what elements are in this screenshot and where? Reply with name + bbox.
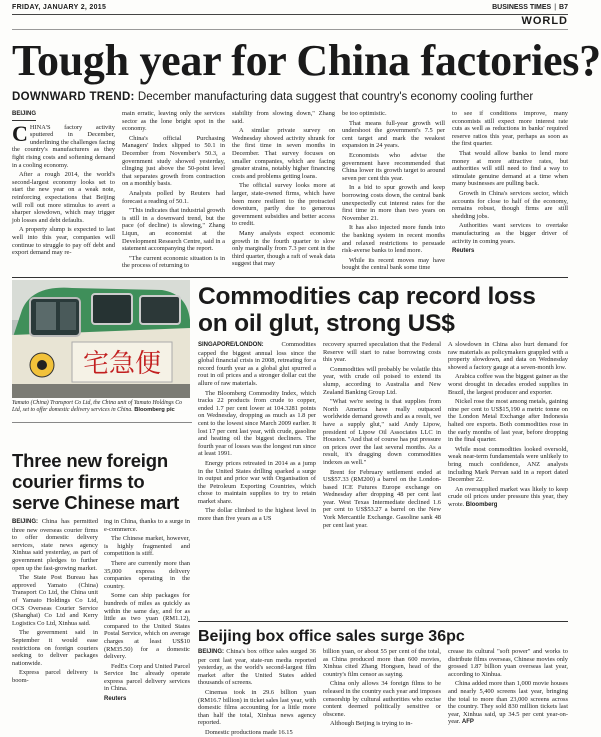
courier-source: Reuters (104, 696, 127, 703)
boxoffice-headline: Beijing box office sales surge 36pc (198, 628, 465, 645)
courier-paragraph: Express parcel delivery is boom- (12, 669, 98, 684)
lead-paragraph: Growth in China's services sector, which accounts for close to half of the economy, remains robust, though firms are still shedding jobs. (452, 189, 568, 220)
lead-kicker: DOWNWARD TREND: (12, 91, 135, 103)
courier-paragraph: FedEx Corp and United Parcel Service Inc already operate express parcel delivery services in China. (104, 662, 190, 693)
section-name: WORLD (521, 15, 568, 27)
oil-paragraph: The dollar climbed to the highest level in more than five years as a US (198, 507, 316, 523)
oil-paragraph: The Bloomberg Commodity Index, which tracks 22 products from crude to copper, ended 1.7 per cent lower at 104.3281 points on Wednesday, dropping as much as 1.8 per cent to the lowest since March 2009 earlier. It lost 17 per cent last year, with crude, gasoline and heating oil the biggest decliners. The fourth year of losses was the longest run since at least 1991. (198, 389, 316, 458)
masthead-rule (12, 14, 568, 15)
oil-paragraph: recovery spurred speculation that the Federal Reserve will start to raise borrowing costs this year. (323, 341, 441, 364)
lead-paragraph: stability from slowing down," Zhang said. (232, 110, 335, 125)
oil-paragraph: Energy prices retreated in 2014 as a jump in the United States drilling sparked a surge in output and price war with Organisation of the Petroleum Exporting Countries, which chose to maintain supplies to try to retain market share. (198, 459, 316, 505)
lead-paragraph: "The current economic situation is in the process of returning to (122, 254, 225, 270)
delivery-van-photo (12, 280, 190, 398)
oil-paragraph: An oversupplied market was likely to keep crude oil prices under pressure this year, they wrote. Bloomberg (448, 485, 568, 508)
lead-deck (12, 90, 568, 104)
page-folio (492, 4, 568, 11)
lead-paragraph: That would allow banks to lend more money at more attractive rates, but authorities will still need to find a way to stimulate genuine demand at a time when many businesses are pulling back. (452, 149, 568, 188)
issue-date: FRIDAY, JANUARY 2, 2015 (12, 4, 107, 11)
lead-paragraph: That means full-year growth will undershoot the government's 7.5 per cent target and mark the weakest expansion in 24 years. (342, 119, 445, 150)
oil-paragraph: "What we're seeing is that supplies from North America have really outpaced worldwide demand growth and as a result, we have a supply glut," said Andy Lipow, president of Lipow Oil Associates LLC in Houston. "And that of course has put pressure on prices over the last several months. As a result, it's dragging down commodities indexes as well." (323, 398, 441, 466)
courier-dateline: BEIJING: (12, 519, 39, 525)
courier-paragraph: The government said in September it would ease restrictions on foreign couriers seeking to deliver packages nationwide. (12, 629, 98, 667)
courier-paragraph: ing in China, thanks to a surge in e-commerce. (104, 518, 190, 533)
boxoffice-paragraph: Domestic productions made 16.15 (205, 728, 293, 736)
publication-name: BUSINESS TIMES (492, 4, 552, 11)
courier-paragraph: There are currently more than 35,000 express delivery companies operating in the country. (104, 559, 190, 590)
page-number: B7 (559, 4, 568, 11)
lead-dropcap: C (12, 120, 28, 146)
oil-column-1 (198, 341, 316, 619)
lead-deck-text: December manufacturing data suggest that country's economy cooling further (137, 91, 534, 103)
lead-paragraph: In a bid to spur growth and keep borrowing costs down, the central bank unexpectedly cut interest rates for the first time in more than two years on November 21. (342, 184, 445, 222)
lead-paragraph: While its recent moves may have bought the central bank some time (342, 256, 445, 272)
oil-headline: Commodities cap record loss on oil glut, strong US$ (198, 283, 536, 337)
lead-column-3 (232, 110, 335, 275)
courier-column-2 (104, 518, 190, 724)
caption-rule (12, 422, 192, 423)
folio-separator: | (554, 4, 557, 11)
oil-paragraph: Brent for February settlement ended at US$57.33 (RM200) a barrel on the London-based ICE Futures Europe exchange on Wednesday after dropping 48 per cent last year. West Texas Intermediate declined 1.6 per cent to US$53.27 a barrel on the New York Mercantile Exchange. Gasoline sank 48 per cent last year. (323, 468, 441, 529)
boxoffice-column-3 (448, 648, 568, 726)
lead-paragraph: to see if conditions improve, many economists still expect more interest rate cuts as well as reductions in banks' required reserve ratios this year, perhaps as soon as the first quarter. (452, 110, 568, 148)
boxoffice-dateline: BEIJING: (198, 649, 225, 655)
courier-paragraph: The Chinese market, however, is highly fragmented and competition is stiff. (104, 535, 190, 558)
oil-paragraph: While most commodities looked oversold, weak near-term fundamentals were unlikely to bring much confidence, ANZ analysts including Mark Pervan said in a report dated December 22. (448, 445, 568, 484)
boxoffice-paragraph: China added more than 1,000 movie houses and nearly 5,400 screens last year, bringing the total to more than 23,000 screens across the country. They sold 830 million tickets last year, Xinhua said, up 34.5 per cent year-on-year. AFP (448, 680, 568, 726)
lead-byline: BEIJING (12, 111, 36, 121)
photo-sign-text: 宅急便 (82, 349, 162, 379)
lead-paragraph: Authorities want services to overtake manufacturing as the bigger driver of activity in coming years. (452, 222, 568, 245)
lead-paragraph: The official survey looks more at larger, state-owned firms, which have been more resilient to the protracted downturn, partly due to generous government subsidies and better access to credit. (232, 182, 335, 228)
oil-paragraph: A slowdown in China also hurt demand for raw materials as policymakers grappled with a property slowdown, and data on Wednesday showed a factory gauge at a seven-month low. (448, 341, 568, 371)
lead-paragraph: be too optimistic. (342, 110, 387, 117)
lead-column-2 (122, 110, 225, 275)
delivery-van-illustration (12, 280, 190, 398)
lead-bottom-rule (12, 277, 568, 278)
oil-column-2 (323, 341, 441, 619)
courier-paragraph: BEIJING: China has permitted three new overseas courier firms to offer domestic delivery services, state news agency Xinhua said yesterday, as part of government pledges to further open up the fast-growing market. (12, 518, 98, 572)
lead-paragraph: It has also injected more funds into the banking system in recent months and relaxed restrictions to persuade risk-averse banks to lend more. (342, 224, 445, 255)
boxoffice-paragraph: Cinemas took in 29.6 billion yuan (RM16.7 billion) in ticket sales last year, with domestic films accounting for a little more than half the total, Xinhua news agency reported. (198, 688, 316, 727)
lead-paragraph: CHINA'S factory activity sputtered in December, underlining the challenges facing the country's manufacturers as they fight rising costs and softening demand in a cooling economy. (12, 120, 115, 169)
boxoffice-paragraph: China only allows 34 foreign films to be released in the country each year and imposes censorship by cultural authorities who excise content deemed politically sensitive or obscene. (323, 680, 441, 718)
lead-paragraph: Economists who advise the government have recommended that China lower its growth target to around seven per cent this year. (342, 151, 445, 182)
lead-paragraph: After a rough 2014, the world's second-largest economy looks set to start the new year on a weak note, reinforcing expectations that Beijing will roll out more stimulus to avert a sharper slowdown, which may trigger job losses and debt defaults. (12, 171, 115, 224)
oil-paragraph: Nickel rose the most among metals, gaining nine per cent to US$15,190 a metric tonne on the London Metal Exchange after Indonesia halted ore exports. Both commodities rose in the early months of last year, before dropping in the final quarter. (448, 398, 568, 444)
oil-paragraph: SINGAPORE/LONDON: Commodities capped the biggest annual loss since the global financial crisis in 2008, retreating for a record fourth year as a global glut spurred a rout in oil prices and a stronger dollar cut the allure of raw materials. (198, 341, 316, 387)
lead-paragraph: Many analysts expect economic growth in the fourth quarter to slow only marginally from 7.3 per cent in the third quarter, though a raft of weak data suggest that may (232, 229, 335, 268)
lead-paragraph: "This indicates that industrial growth is still in a downward trend, but the pace (of decline) is slowing," Zhang Liqun, an economist at the Development Research Centre, said in a statement accompanying the report. (122, 207, 225, 253)
lead-paragraph: main erratic, leaving only the services sector as the lone bright spot in the economy. (122, 110, 225, 133)
boxoffice-column-1 (198, 648, 316, 736)
oil-paragraph: Commodities will probably be volatile this year, with crude oil poised to extend its slump, according to Australia and New Zealand Banking Group Ltd. (323, 365, 441, 396)
courier-headline: Three new foreign courier firms to serve Chinese mart (12, 450, 180, 513)
oil-dateline: SINGAPORE/LONDON: (198, 342, 264, 348)
courier-column-1 (12, 518, 98, 724)
lead-paragraph: Analysts polled by Reuters had forecast a reading of 50.1. (122, 189, 225, 205)
courier-paragraph: Some can ship packages for hundreds of miles as quickly as within the same day, and for as little as two yuan (RM1.12), compared to the United States Postal Service, which on average charges at least US$10 (RM35.50) for a domestic delivery. (104, 592, 190, 661)
boxoffice-paragraph: billion yuan, or about 55 per cent of the total, as China produced more than 600 movies, Xinhua cited Zhang Hongsen, head of the country's film censor as saying. (323, 648, 441, 678)
lead-source: Reuters (452, 248, 475, 255)
lead-paragraph: A similar private survey on Wednesday showed activity shrank for the first time in seven months in December. That survey focuses on smaller companies, which are facing greater strains, notably higher financing costs and problems getting loans. (232, 127, 335, 180)
boxoffice-source: AFP (461, 719, 474, 726)
lead-column-4 (342, 110, 445, 275)
oil-column-3 (448, 341, 568, 619)
courier-paragraph: The State Post Bureau has approved Yamato (China) Transport Co Ltd, the China unit of Yamato Holdings Co Ltd, OCS Overseas Courier Service (Shanghai) Co Ltd and Kerry Logistics Co Ltd, Xinhua said. (12, 574, 98, 627)
photo-caption (12, 400, 192, 414)
lead-paragraph: A property slump is expected to last well into this year, companies will continue to struggle to pay off debt and export demand may re- (12, 226, 115, 257)
boxoffice-paragraph: Although Beijing is trying to in- (330, 720, 413, 728)
oil-paragraph: Arabica coffee was the biggest gainer as the worst drought in decades eroded supplies in Brazil, the largest producer and exporter. (448, 373, 568, 396)
photo-credit: Bloomberg pic (134, 407, 175, 413)
boxoffice-top-rule (198, 621, 568, 622)
section-rule (12, 29, 568, 30)
lead-paragraph: China's official Purchasing Managers' Index slipped to 50.1 in December from November's 50.3, a government study showed yesterday, clinging just above the 50-point level that separates growth from contraction on a monthly basis. (122, 134, 225, 188)
boxoffice-paragraph: BEIJING: China's box office sales surged 36 per cent last year, state-run media reported yesterday, as the world's second-largest film market after the United States added thousands of screens. (198, 648, 316, 687)
lead-column-5 (452, 110, 568, 275)
boxoffice-column-2 (323, 648, 441, 726)
caption-text: Yamato (China) Transport Co Ltd, the China unit of Yamato Holdings Co Ltd, set to offer domestic delivery services in China. (12, 400, 182, 413)
boxoffice-paragraph: crease its cultural "soft power" and works to distribute films overseas, Chinese movies only grossed 1.87 billion yuan overseas last year, according to Xinhua. (448, 648, 568, 678)
lead-headline: Tough year for China factories? (12, 36, 601, 85)
oil-source: Bloomberg (465, 501, 498, 508)
lead-column-1 (12, 110, 115, 275)
